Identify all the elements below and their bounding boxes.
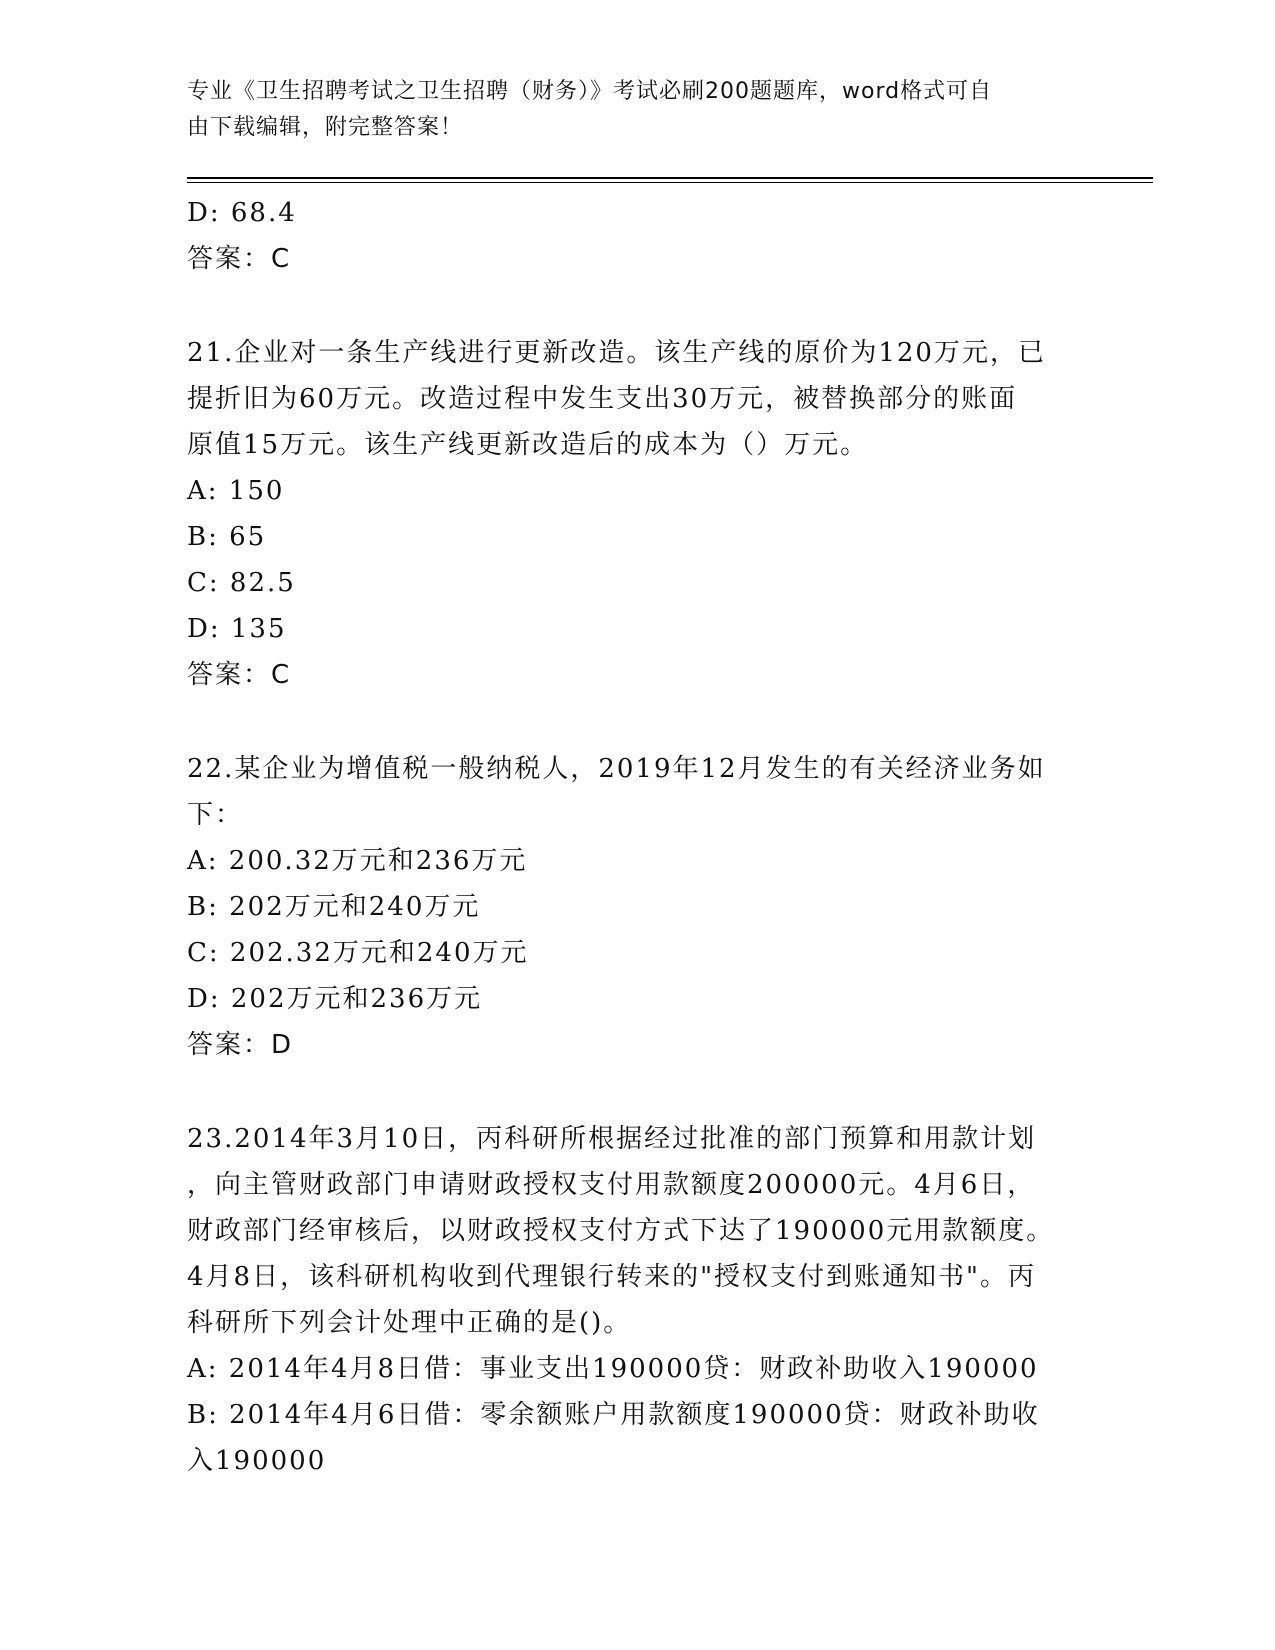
question-text-line: 科研所下列会计处理中正确的是()。 xyxy=(187,1308,632,1338)
question-text-line: 下： xyxy=(187,800,244,830)
question-22 xyxy=(187,746,1087,1068)
question-23 xyxy=(187,1116,1087,1484)
option-d: D: 135 xyxy=(187,614,287,644)
page-header xyxy=(187,74,1067,146)
question-text-line: ，向主管财政部门申请财政授权支付用款额度200000元。4月6日， xyxy=(187,1170,1036,1200)
option-a: A: 200.32万元和236万元 xyxy=(187,846,528,876)
header-line-2: 由下载编辑，附完整答案！ xyxy=(187,115,464,140)
option-a: A: 150 xyxy=(187,476,285,506)
question-text-line: 财政部门经审核后，以财政授权支付方式下达了190000元用款额度。 xyxy=(187,1216,1055,1246)
header-line-1: 专业《卫生招聘考试之卫生招聘（财务）》考试必刷200题题库，word格式可自 xyxy=(187,79,993,104)
question-text-line: 原值15万元。该生产线更新改造后的成本为（）万元。 xyxy=(187,430,869,460)
option-a: A: 2014年4月8日借：事业支出190000贷：财政补助收入190000 xyxy=(187,1354,1039,1384)
answer-line: 答案：C xyxy=(187,660,292,690)
header-rule-thick xyxy=(187,177,1153,179)
question-text-line: 21.企业对一条生产线进行更新改造。该生产线的原价为120万元，已 xyxy=(187,338,1046,368)
question-text-line: 提折旧为60万元。改造过程中发生支出30万元，被替换部分的账面 xyxy=(187,384,1018,414)
option-d: D: 202万元和236万元 xyxy=(187,984,483,1014)
spacer xyxy=(187,698,1087,746)
question-text-line: 4月8日，该科研机构收到代理银行转来的"授权支付到账通知书"。丙 xyxy=(187,1262,1037,1292)
answer-line: 答案：C xyxy=(187,244,292,274)
question-21 xyxy=(187,330,1087,698)
option-b: B: 202万元和240万元 xyxy=(187,892,481,922)
answer-line: 答案：D xyxy=(187,1030,294,1060)
question-content xyxy=(187,190,1087,1484)
previous-question-tail xyxy=(187,190,1087,282)
spacer xyxy=(187,1068,1087,1116)
question-text-line: 22.某企业为增值税一般纳税人，2019年12月发生的有关经济业务如 xyxy=(187,754,1046,784)
option-b-continuation: 入190000 xyxy=(187,1446,327,1476)
question-text-line: 23.2014年3月10日，丙科研所根据经过批准的部门预算和用款计划 xyxy=(187,1124,1037,1154)
option-c: C: 82.5 xyxy=(187,568,296,598)
option-d: D: 68.4 xyxy=(187,198,297,228)
option-b: B: 65 xyxy=(187,522,267,552)
option-b: B: 2014年4月6日借：零余额账户用款额度190000贷：财政补助收 xyxy=(187,1400,1040,1430)
spacer xyxy=(187,282,1087,330)
option-c: C: 202.32万元和240万元 xyxy=(187,938,529,968)
header-rule-thin xyxy=(187,182,1153,183)
